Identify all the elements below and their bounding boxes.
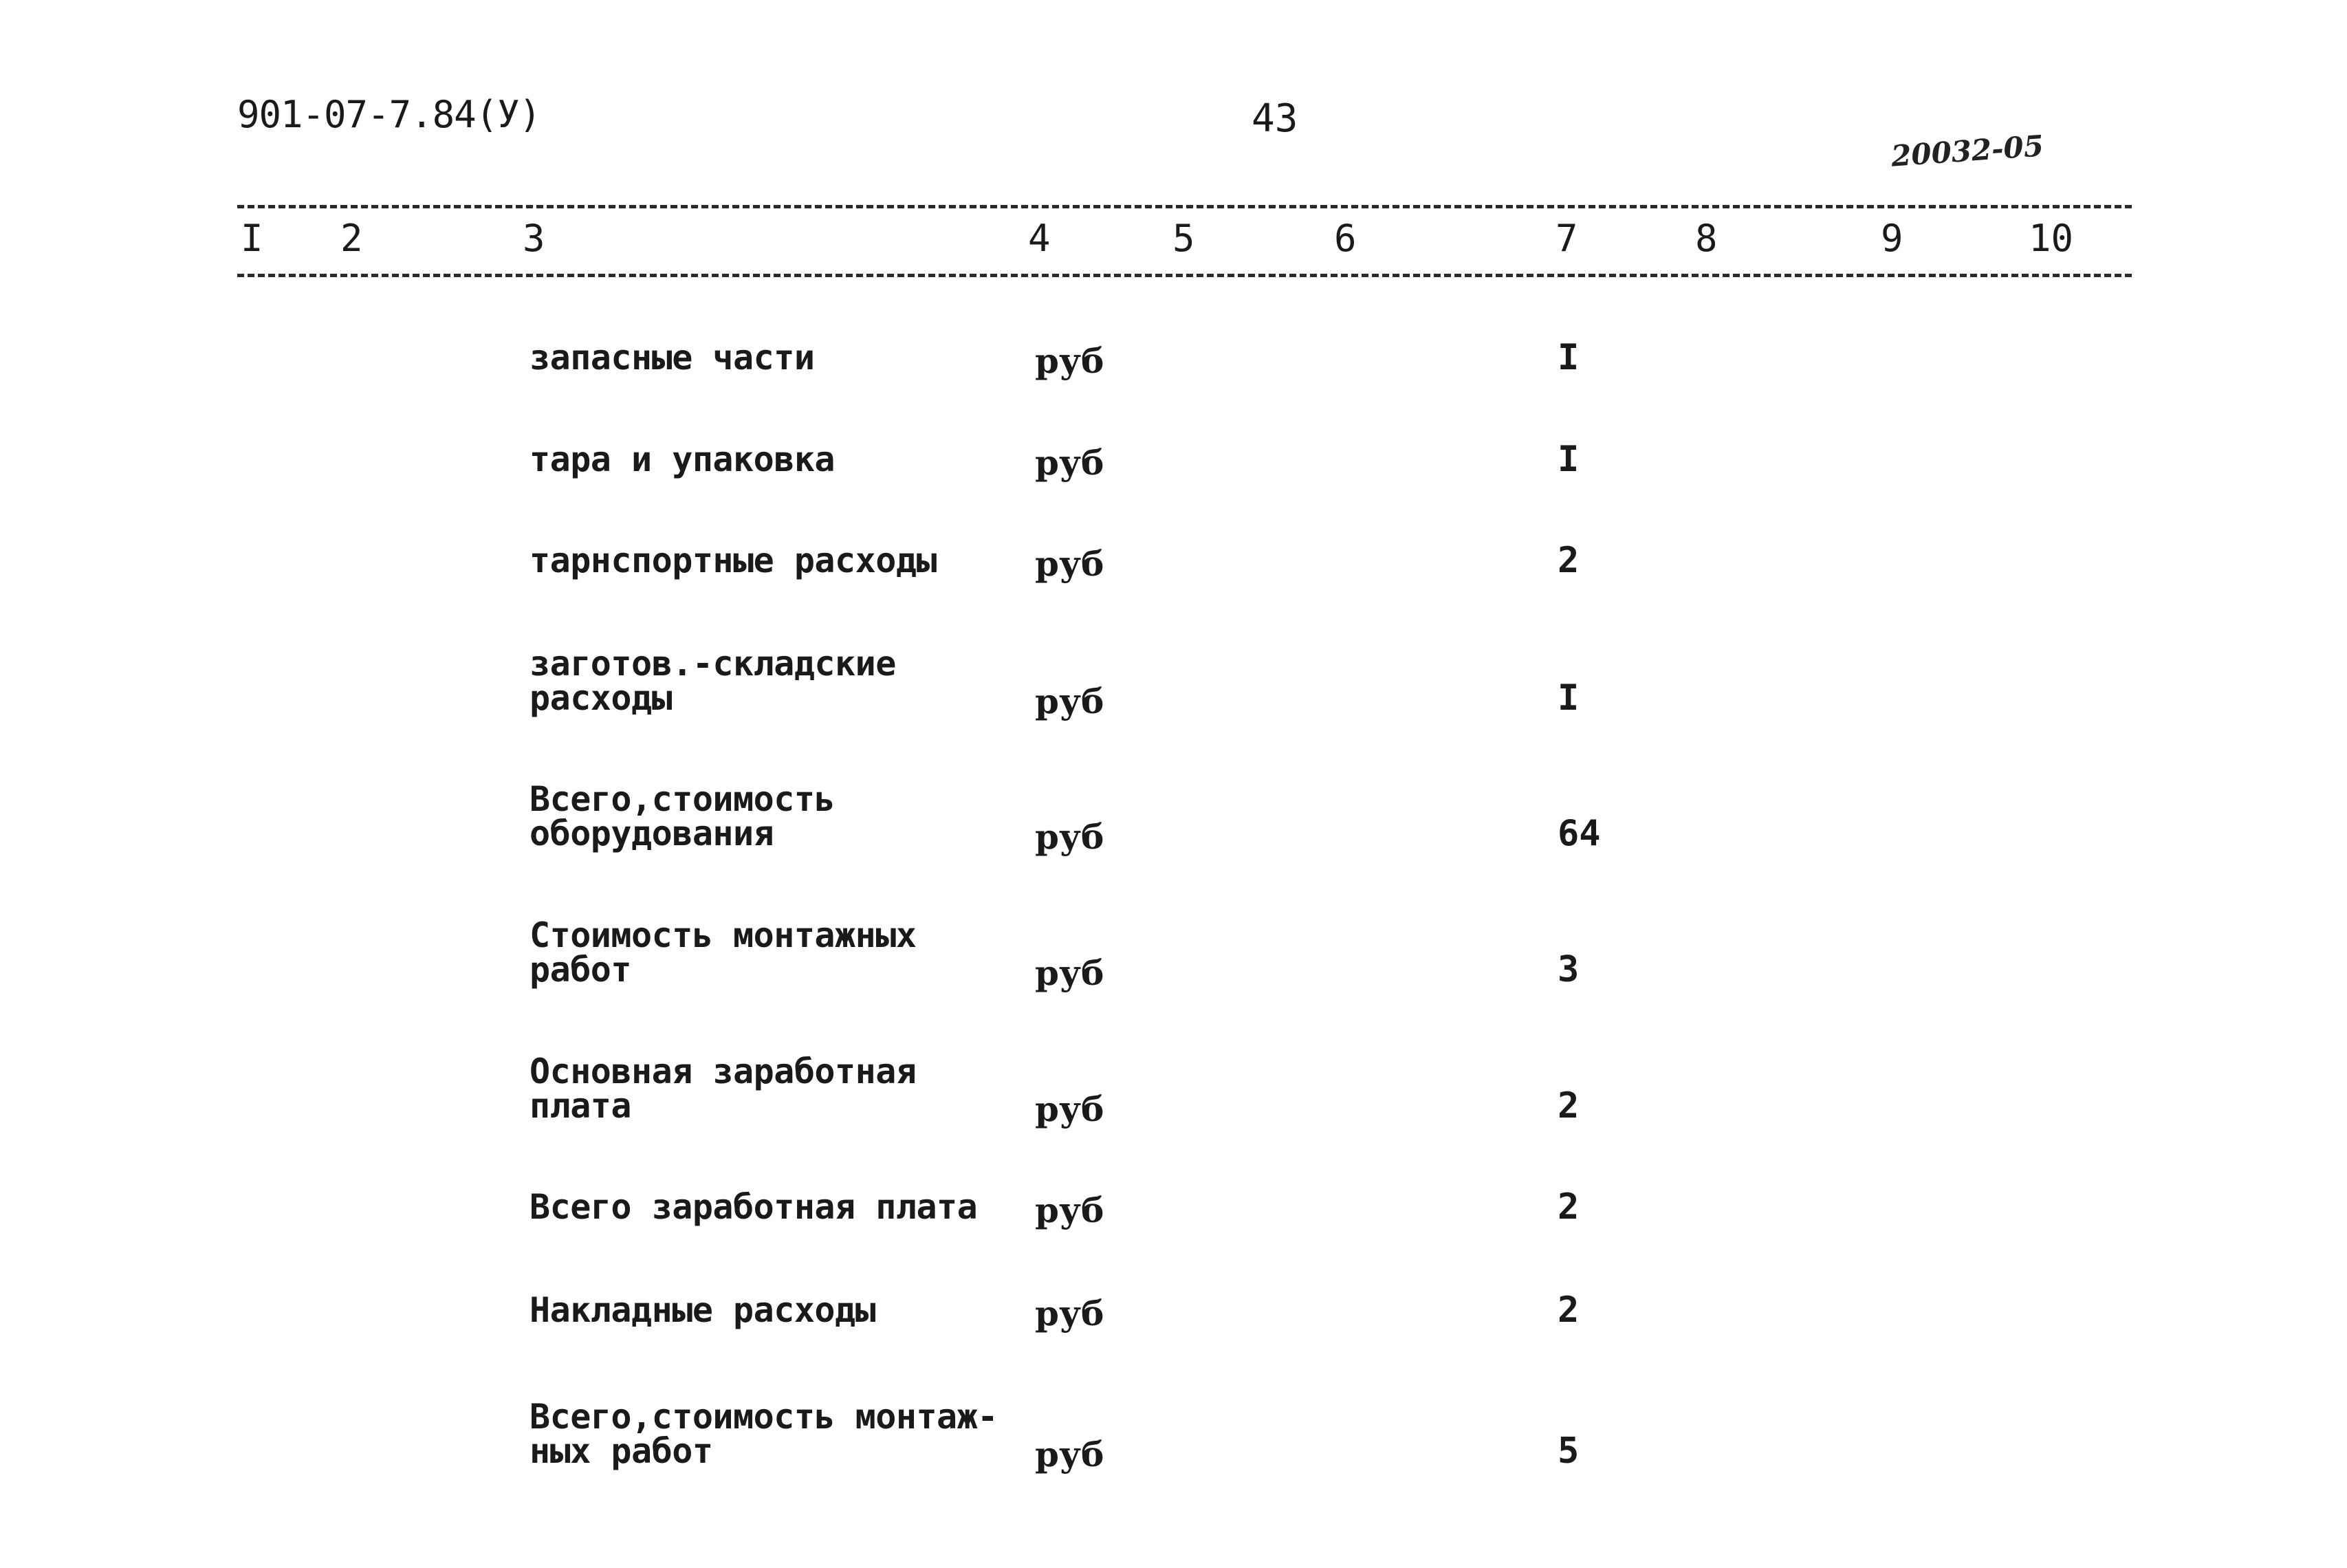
column-header-1: I xyxy=(241,217,263,260)
row-unit: руб xyxy=(1035,1293,1104,1333)
column-header-5: 5 xyxy=(1172,217,1195,260)
column-header-9: 9 xyxy=(1881,217,1903,260)
row-value: 3 xyxy=(1558,949,1580,990)
row-unit: руб xyxy=(1035,1089,1104,1129)
row-label: запасные части xyxy=(530,338,815,378)
column-header-10: 10 xyxy=(2029,217,2074,260)
row-unit: руб xyxy=(1035,1190,1104,1230)
row-value: I xyxy=(1558,439,1580,480)
row-unit: руб xyxy=(1035,543,1104,584)
row-label: Всего,стоимость монтаж- ных работ xyxy=(530,1397,998,1471)
page-number: 43 xyxy=(1252,96,1298,141)
row-value: 64 xyxy=(1558,813,1601,854)
row-value: 2 xyxy=(1558,540,1580,581)
column-header-6: 6 xyxy=(1334,217,1357,260)
column-header-8: 8 xyxy=(1695,217,1718,260)
row-unit: руб xyxy=(1035,816,1104,857)
column-header-4: 4 xyxy=(1028,217,1051,260)
row-unit: руб xyxy=(1035,442,1104,483)
row-label: заготов.-складские расходы xyxy=(530,644,896,718)
row-label: Стоимость монтажных работ xyxy=(530,915,917,990)
column-header-3: 3 xyxy=(523,217,545,260)
row-label: Всего заработная плата xyxy=(530,1187,978,1227)
row-label: тарнспортные расходы xyxy=(530,541,937,580)
document-code: 901-07-7.84(У) xyxy=(237,93,541,136)
row-label: Основная заработная плата xyxy=(530,1052,917,1126)
row-label: тара и упаковка xyxy=(530,439,836,479)
column-header-7: 7 xyxy=(1555,217,1578,260)
row-label: Всего,стоимость оборудования xyxy=(530,779,836,853)
row-value: I xyxy=(1558,677,1580,719)
table-header-top-rule xyxy=(237,205,2132,208)
row-value: I xyxy=(1558,337,1580,378)
row-value: 5 xyxy=(1558,1430,1580,1472)
archive-stamp: 20032-05 xyxy=(1890,129,2045,173)
row-unit: руб xyxy=(1035,1434,1104,1474)
row-label: Накладные расходы xyxy=(530,1290,876,1330)
table-header-bottom-rule xyxy=(237,274,2132,277)
row-unit: руб xyxy=(1035,340,1104,381)
row-value: 2 xyxy=(1558,1186,1580,1228)
row-value: 2 xyxy=(1558,1085,1580,1126)
column-header-2: 2 xyxy=(340,217,363,260)
row-value: 2 xyxy=(1558,1289,1580,1331)
row-unit: руб xyxy=(1035,681,1104,721)
row-unit: руб xyxy=(1035,952,1104,993)
